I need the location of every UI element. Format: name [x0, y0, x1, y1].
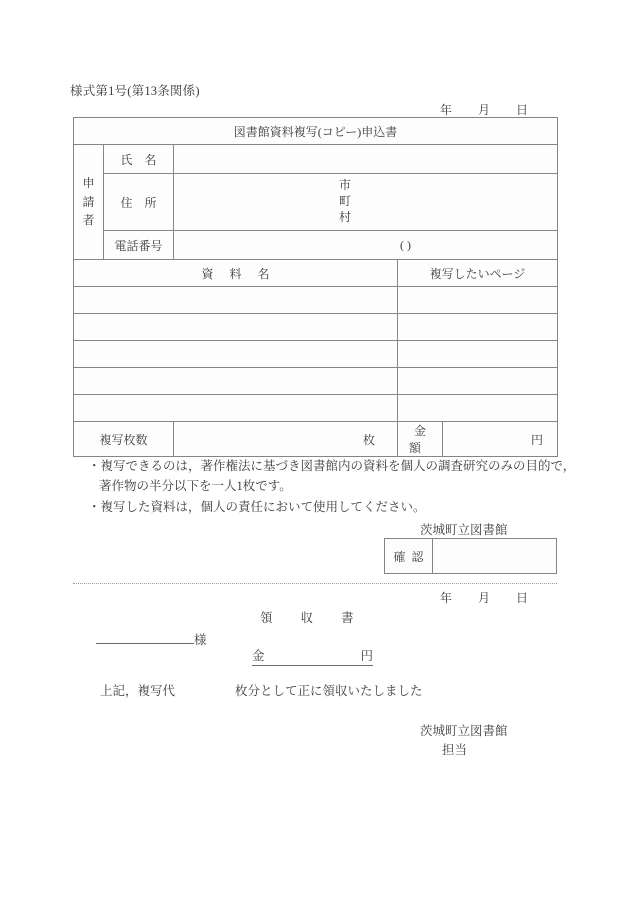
copy-count-field[interactable]: [174, 422, 398, 457]
material-name-cell[interactable]: [74, 368, 398, 395]
table-row: [74, 395, 558, 422]
confirmation-table: [384, 538, 557, 574]
receipt-date-month-label: 月: [478, 591, 491, 605]
receipt-body-suffix: 枚分として正に領収いたしました: [235, 684, 423, 698]
note-item-continuation: 著作物の半分以下を一人1枚です。: [99, 479, 292, 494]
applicant-char-2: 請: [82, 194, 95, 209]
amount-label: 金額: [398, 422, 443, 457]
library-name-receipt: 茨城町立図書館: [420, 724, 508, 738]
receipt-amount-prefix: 金: [252, 649, 265, 663]
receipt-amount-unit: 円: [360, 649, 374, 663]
copy-count-label: 複写枚数: [74, 422, 174, 457]
material-name-cell[interactable]: [74, 395, 398, 422]
name-input-field[interactable]: [174, 145, 558, 174]
table-row-address: [74, 174, 558, 231]
library-name-application: 茨城町立図書館: [420, 523, 508, 537]
receipt-date-line: [440, 589, 528, 606]
receipt-date-day-label: 日: [516, 591, 529, 605]
applicant-char-3: 者: [82, 213, 95, 228]
material-pages-cell[interactable]: [398, 341, 558, 368]
table-row: [74, 314, 558, 341]
material-pages-cell[interactable]: [398, 314, 558, 341]
receipt-amount-line: [252, 646, 373, 666]
material-pages-cell[interactable]: [398, 395, 558, 422]
applicant-char-1: 申: [82, 176, 95, 191]
receipt-body-prefix: 上記，複写代: [100, 684, 176, 698]
address-hint-stack: [339, 178, 351, 225]
material-pages-cell[interactable]: [398, 287, 558, 314]
receipt-date-year-label: 年: [440, 591, 453, 605]
table-row-confirm: [385, 539, 557, 574]
table-row-name: [74, 145, 558, 174]
table-row-totals: [74, 422, 558, 457]
table-row: [74, 368, 558, 395]
address-label: 住所: [104, 174, 174, 231]
table-row-tel: [74, 231, 558, 260]
tel-label: 電話番号: [104, 231, 174, 260]
tel-input-field[interactable]: [174, 231, 558, 260]
table-row-materials-header: [74, 260, 558, 287]
tear-off-separator: [73, 583, 557, 584]
address-hint-char-2: 町: [339, 193, 352, 208]
applicant-vertical-label: [74, 145, 104, 260]
material-name-cell[interactable]: [74, 287, 398, 314]
note-item: ・複写できるのは，著作権法に基づき図書館内の資料を個人の調査研究のみの目的で，: [88, 459, 576, 473]
staff-label: 担当: [442, 743, 468, 757]
amount-field[interactable]: [443, 422, 558, 457]
date-year-label: 年: [440, 103, 453, 117]
address-input-field[interactable]: [174, 174, 558, 231]
form-number: 様式第1号(第13条関係): [70, 84, 200, 98]
confirm-label: 確認: [385, 539, 433, 574]
recipient-name-field[interactable]: [96, 630, 194, 644]
materials-header-name: 資料名: [74, 260, 398, 287]
notes-section: [88, 456, 576, 517]
receipt-title: 領収書: [260, 611, 382, 625]
copy-count-unit: 枚: [362, 432, 375, 447]
tel-paren-hint: ( ): [400, 237, 412, 252]
note-item: ・複写した資料は，個人の責任において使用してください。: [88, 499, 426, 514]
application-title: 図書館資料複写(コピー)申込書: [74, 118, 558, 145]
table-row-title: [74, 118, 558, 145]
material-pages-cell[interactable]: [398, 368, 558, 395]
receipt-body-line: [100, 681, 423, 699]
recipient-suffix: 様: [194, 633, 207, 647]
application-date-line: [440, 101, 528, 118]
date-month-label: 月: [478, 103, 491, 117]
date-day-label: 日: [516, 103, 529, 117]
table-row: [74, 287, 558, 314]
address-hint-char-1: 市: [339, 178, 352, 192]
material-name-cell[interactable]: [74, 341, 398, 368]
application-table: [73, 117, 558, 457]
address-hint-char-3: 村: [339, 209, 352, 224]
amount-unit: 円: [531, 432, 544, 447]
materials-header-pages: 複写したいページ: [398, 260, 558, 287]
material-name-cell[interactable]: [74, 314, 398, 341]
name-label: 氏名: [104, 145, 174, 174]
table-row: [74, 341, 558, 368]
confirm-stamp-field[interactable]: [433, 539, 557, 574]
receipt-recipient-line: [96, 630, 207, 648]
